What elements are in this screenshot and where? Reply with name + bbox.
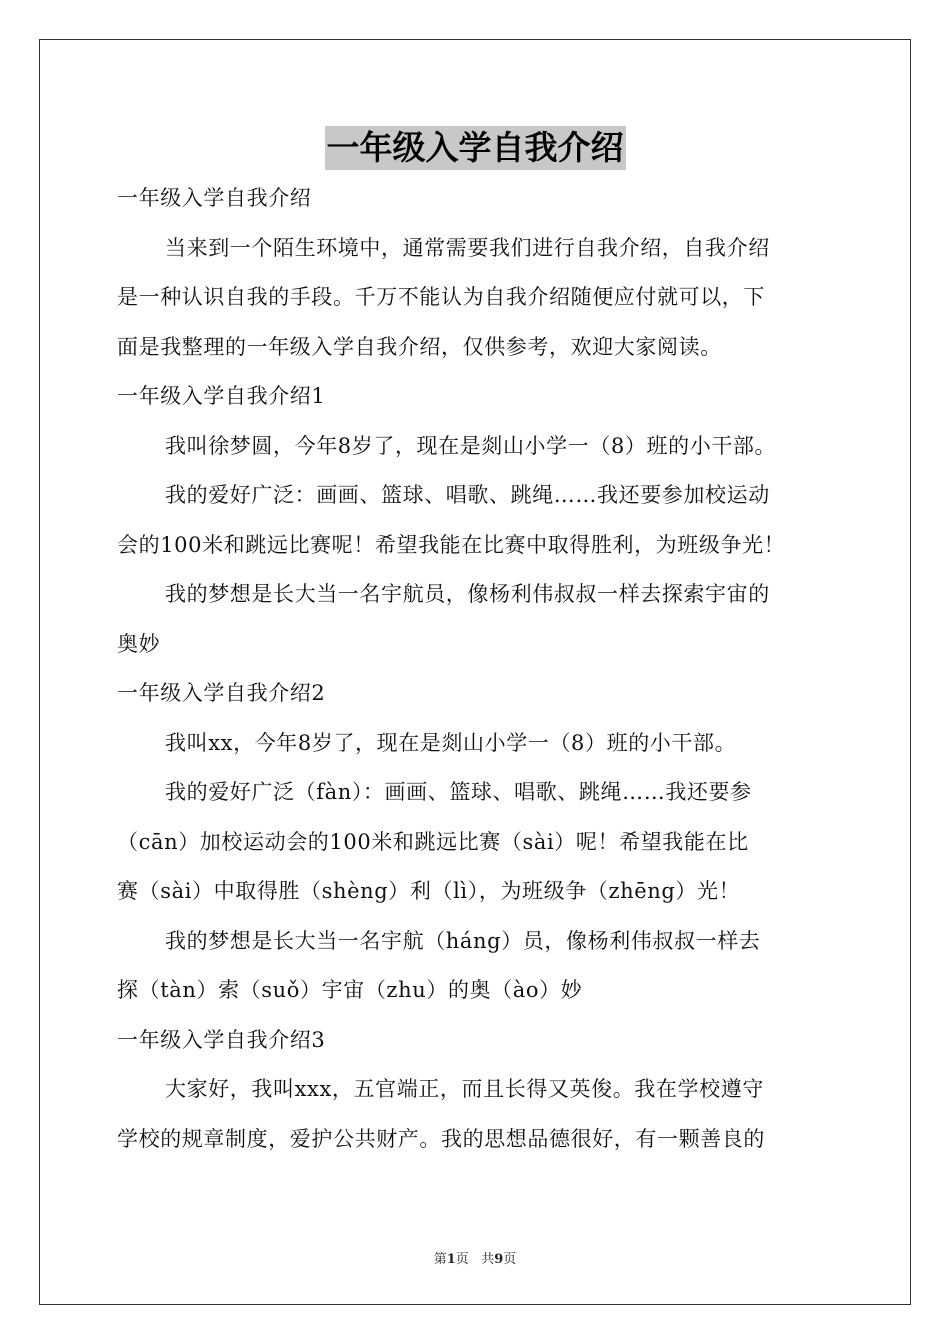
text-line: 奥妙 [117, 631, 161, 656]
text-line: 面是我整理的一年级入学自我介绍，仅供参考，欢迎大家阅读。 [117, 334, 722, 359]
document-body [117, 174, 837, 1164]
text-line: 我的爱好广泛：画画、篮球、唱歌、跳绳……我还要参加校运动 [165, 483, 770, 507]
text-line: 一年级入学自我介绍2 [117, 681, 326, 705]
text-line: （cān）加校运动会的100米和跳远比赛（sài）呢！希望我能在比 [117, 829, 749, 854]
text-line: 我的梦想是长大当一名宇航员，像杨利伟叔叔一样去探索宇宙的 [165, 582, 770, 606]
text-line: 学校的规章制度，爱护公共财产。我的思想品德很好，有一颗善良的 [117, 1126, 765, 1151]
footer-page-prefix: 第 [433, 1252, 447, 1267]
text-line: 一年级入学自我介绍1 [117, 384, 326, 408]
text-line: 会的100米和跳远比赛呢！希望我能在比赛中取得胜利，为班级争光！ [117, 532, 786, 557]
text-line: 一年级入学自我介绍3 [117, 1027, 326, 1052]
text-line: 我的梦想是长大当一名宇航（háng）员，像杨利伟叔叔一样去 [165, 928, 761, 953]
document-title: 一年级入学自我介绍 [325, 126, 626, 170]
text-line: 我叫xx，今年8岁了，现在是剡山小学一（8）班的小干部。 [165, 730, 737, 755]
text-line: 我叫徐梦圆，今年8岁了，现在是剡山小学一（8）班的小干部。 [165, 433, 777, 458]
footer-total-pages: 9 [494, 1252, 504, 1267]
text-line: 大家好，我叫xxx，五官端正，而且长得又英俊。我在学校遵守 [165, 1077, 764, 1101]
text-line: 一年级入学自我介绍 [117, 186, 312, 210]
footer-total-suffix: 页 [503, 1252, 517, 1267]
text-line: 是一种认识自我的手段。千万不能认为自我介绍随便应付就可以，下 [117, 285, 765, 309]
page-footer [0, 1248, 950, 1267]
text-line: 探（tàn）索（suǒ）宇宙（zhu）的奥（ào）妙 [117, 978, 583, 1002]
text-line: 我的爱好广泛（fàn）：画画、篮球、唱歌、跳绳……我还要参 [165, 780, 752, 804]
footer-page-number: 1 [446, 1252, 456, 1267]
text-line: 赛（sài）中取得胜（shèng）利（lì），为班级争（zhēng）光！ [117, 879, 741, 903]
text-line: 当来到一个陌生环境中，通常需要我们进行自我介绍，自我介绍 [165, 235, 770, 260]
title-wrap [0, 126, 950, 170]
footer-page-suffix: 页 [455, 1252, 469, 1267]
footer-total-prefix: 共 [481, 1252, 495, 1267]
